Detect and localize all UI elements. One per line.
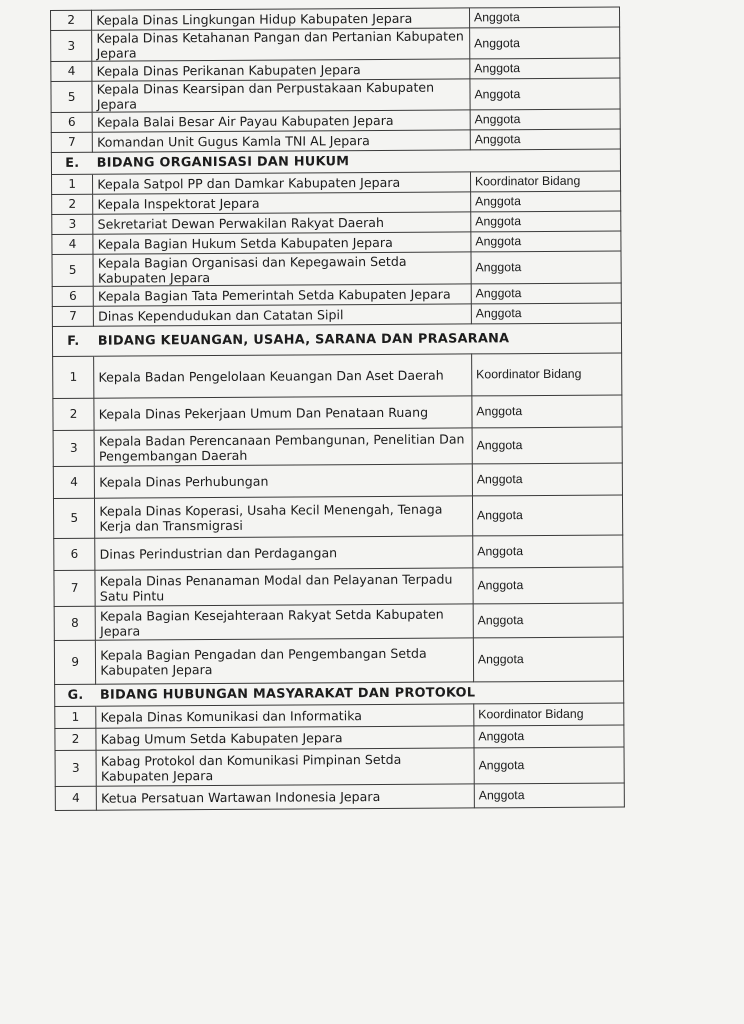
row-number: 2 xyxy=(52,194,93,214)
table-row xyxy=(53,353,622,398)
row-description: Kepala Dinas Perikanan Kabupaten Jepara xyxy=(92,59,470,81)
document-page xyxy=(50,7,625,811)
row-number: 6 xyxy=(52,286,93,306)
row-number: 8 xyxy=(54,606,95,640)
row-number: 1 xyxy=(53,356,95,398)
table-row xyxy=(51,78,620,112)
row-description: Dinas Perindustrian dan Perdagangan xyxy=(95,536,473,570)
table-row xyxy=(51,27,620,61)
row-description: Kepala Bagian Tata Pemerintah Setda Kabupaten Jepara xyxy=(93,284,471,306)
section-letter: G. xyxy=(55,684,96,706)
row-number: 6 xyxy=(54,538,95,570)
table-row xyxy=(53,427,622,466)
row-role: Anggota xyxy=(469,7,619,28)
section-letter: E. xyxy=(51,152,92,174)
table-row xyxy=(54,603,623,640)
row-role: Anggota xyxy=(474,725,624,748)
row-description: Kepala Bagian Organisasi dan Kepegawain Setda Kabupaten Jepara xyxy=(93,252,471,286)
row-role: Anggota xyxy=(474,783,624,808)
row-number: 9 xyxy=(54,640,96,684)
row-description: Kepala Dinas Lingkungan Hidup Kabupaten Jepara xyxy=(92,8,470,30)
row-number: 4 xyxy=(51,61,92,81)
row-description: Kepala Bagian Hukum Setda Kabupaten Jepara xyxy=(93,232,471,254)
row-role: Anggota xyxy=(474,747,624,784)
row-description: Kepala Dinas Pekerjaan Umum Dan Penataan Ruang xyxy=(94,396,472,430)
row-number: 5 xyxy=(53,498,95,538)
row-description: Kepala Dinas Perhubungan xyxy=(95,464,473,498)
row-role: Anggota xyxy=(471,303,621,324)
row-description: Kepala Balai Besar Air Payau Kabupaten Jepara xyxy=(92,110,470,132)
table-row xyxy=(55,747,624,786)
table-row xyxy=(54,535,623,570)
row-number: 5 xyxy=(51,81,92,112)
row-role: Koordinator Bidang xyxy=(470,171,620,192)
row-description: Kepala Dinas Penanaman Modal dan Pelayanan Terpadu Satu Pintu xyxy=(95,568,473,606)
row-role: Anggota xyxy=(470,129,620,150)
row-role: Anggota xyxy=(471,211,621,232)
row-number: 4 xyxy=(55,786,96,810)
table-row xyxy=(54,567,623,606)
row-number: 1 xyxy=(55,706,96,728)
row-description: Sekretariat Dewan Perwakilan Rakyat Daerah xyxy=(93,212,471,234)
row-description: Kabag Protokol dan Komunikasi Pimpinan Setda Kabupaten Jepara xyxy=(96,748,474,786)
row-number: 7 xyxy=(54,570,96,606)
row-number: 6 xyxy=(51,112,92,132)
section-title: BIDANG KEUANGAN, USAHA, SARANA DAN PRASARANA xyxy=(94,323,622,356)
row-number: 2 xyxy=(51,10,92,30)
row-role: Anggota xyxy=(473,603,623,638)
row-role: Anggota xyxy=(470,27,620,59)
row-role: Anggota xyxy=(471,251,621,284)
row-description: Kepala Inspektorat Jepara xyxy=(93,192,471,214)
section-title: BIDANG ORGANISASI DAN HUKUM xyxy=(93,149,621,174)
row-number: 1 xyxy=(52,174,93,194)
row-role: Anggota xyxy=(473,637,623,682)
row-description: Kepala Badan Perencanaan Pembangunan, Penelitian Dan Pengembangan Daerah xyxy=(94,428,472,466)
row-number: 3 xyxy=(52,214,93,234)
row-role: Anggota xyxy=(472,427,622,464)
section-title: BIDANG HUBUNGAN MASYARAKAT DAN PROTOKOL xyxy=(96,681,624,706)
table-row xyxy=(53,463,622,498)
row-description: Kabag Umum Setda Kabupaten Jepara xyxy=(96,726,474,750)
row-description: Kepala Dinas Kearsipan dan Perpustakaan Kabupaten Jepara xyxy=(92,79,470,112)
row-role: Anggota xyxy=(472,395,622,428)
row-role: Anggota xyxy=(473,567,623,604)
row-number: 3 xyxy=(55,750,97,786)
row-description: Kepala Dinas Komunikasi dan Informatika xyxy=(96,704,474,728)
row-description: Kepala Dinas Ketahanan Pangan dan Pertanian Kabupaten Jepara xyxy=(92,28,470,61)
row-role: Anggota xyxy=(471,231,621,252)
table-row xyxy=(52,251,621,286)
row-description: Komandan Unit Gugus Kamla TNI AL Jepara xyxy=(93,130,471,152)
row-description: Ketua Persatuan Wartawan Indonesia Jepara xyxy=(97,784,475,810)
row-description: Kepala Bagian Kesejahteraan Rakyat Setda Kabupaten Jepara xyxy=(95,604,473,640)
row-number: 2 xyxy=(55,728,96,750)
row-description: Kepala Bagian Pengadan dan Pengembangan Setda Kabupaten Jepara xyxy=(96,638,474,684)
row-number: 5 xyxy=(52,254,93,286)
table-row xyxy=(55,783,624,810)
row-number: 4 xyxy=(53,466,94,498)
row-role: Anggota xyxy=(472,463,622,496)
row-number: 7 xyxy=(52,306,93,326)
row-number: 4 xyxy=(52,234,93,254)
row-role: Anggota xyxy=(473,535,623,568)
row-role: Anggota xyxy=(470,78,620,110)
row-role: Koordinator Bidang xyxy=(474,703,624,726)
table-row xyxy=(53,395,622,430)
section-letter: F. xyxy=(52,326,93,356)
row-role: Anggota xyxy=(471,283,621,304)
row-role: Koordinator Bidang xyxy=(472,353,622,396)
section-header xyxy=(52,323,621,356)
row-description: Dinas Kependudukan dan Catatan Sipil xyxy=(94,304,472,326)
row-number: 3 xyxy=(51,30,92,61)
row-description: Kepala Badan Pengelolaan Keuangan Dan Aset Daerah xyxy=(94,354,472,398)
row-role: Anggota xyxy=(472,495,622,536)
row-number: 2 xyxy=(53,398,94,430)
row-number: 3 xyxy=(53,430,95,466)
row-role: Anggota xyxy=(471,191,621,212)
row-number: 7 xyxy=(51,132,92,152)
table-row xyxy=(53,495,622,538)
row-role: Anggota xyxy=(470,109,620,130)
row-description: Kepala Satpol PP dan Damkar Kabupaten Jepara xyxy=(93,172,471,194)
table-row xyxy=(54,637,623,684)
row-description: Kepala Dinas Koperasi, Usaha Kecil Menengah, Tenaga Kerja dan Transmigrasi xyxy=(95,496,473,538)
membership-table xyxy=(50,7,625,811)
row-role: Anggota xyxy=(470,58,620,79)
